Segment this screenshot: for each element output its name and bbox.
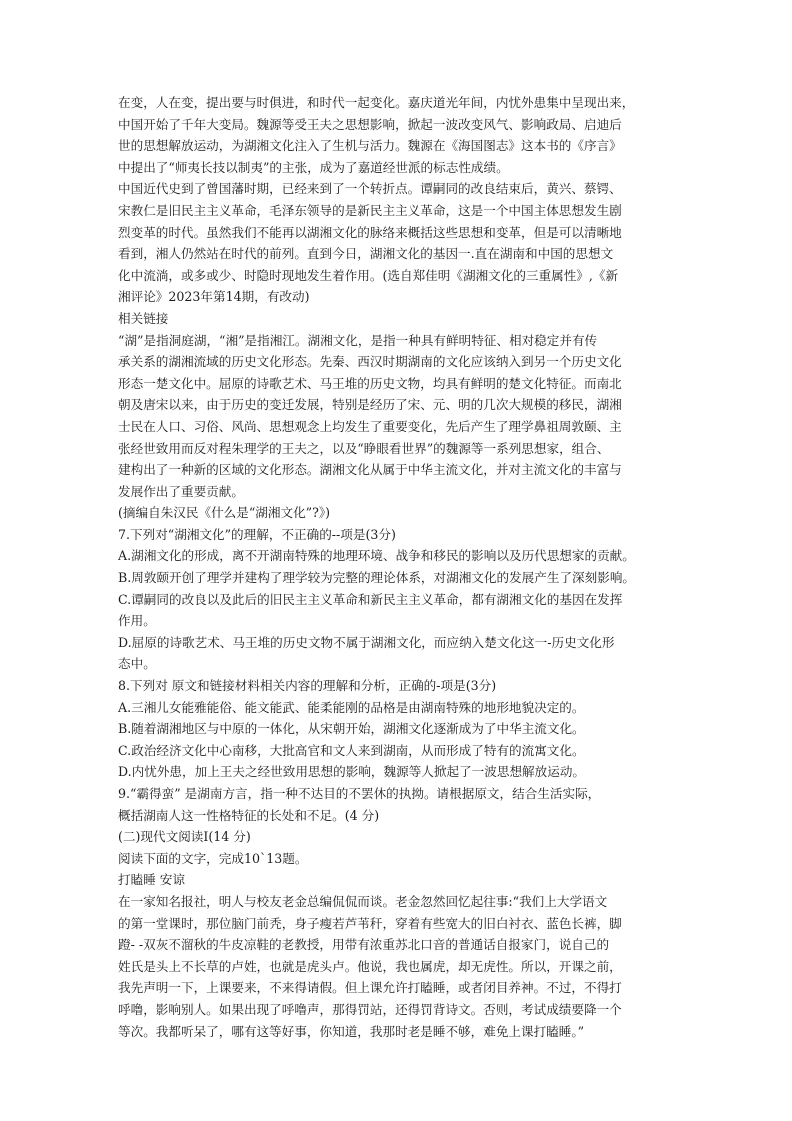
text-line: 姓氏是头上不长草的卢姓，也就是虎头卢。他说，我也属虎，却无虎性。所以，开课之前， [118, 958, 622, 974]
text-line: A.三湘儿女能雅能俗、能文能武、能柔能刚的品格是由湖南特殊的地形地貌决定的。 [118, 699, 585, 715]
text-line: 承关系的湖湘流域的历史文化形态。先秦、西汉时期湖南的文化应该纳入到另一个历史文化 [118, 354, 622, 370]
text-line: D.内忧外患，加上王夫之经世致用思想的影响，魏源等人掀起了一波思想解放运动。 [118, 764, 586, 780]
text-line: 的第一堂课时，那位脑门前秃，身子瘦若芦苇秆，穿着有些宽大的旧白衬衣、蓝色长裤，脚 [118, 915, 622, 931]
text-line: D.屈原的诗歌艺术、马王堆的历史文物不属于湖湘文化，而应纳入楚文化这一-历史文化形 [118, 634, 615, 650]
document-page [118, 92, 678, 1042]
text-line: 中提出了“师夷长技以制夷”的主张，成为了嘉道经世派的标志性成绩。 [118, 159, 509, 175]
text-line: 相关链接 [118, 310, 169, 326]
text-line: 中国近代史到了曾国藩时期，已经来到了一个转折点。谭嗣同的改良结束后，黄兴、蔡锷、 [118, 181, 622, 197]
text-line: 呼噜，影响别人。如果出现了呼噜声，那得罚站，还得罚背诗文。否则，考试成绩要降一个 [118, 1001, 622, 1017]
text-line: 蹬- -双灰不溜秋的牛皮凉鞋的老教授，用带有浓重苏北口音的普通话自报家门，说自己的 [118, 937, 610, 953]
text-line: 态中。 [118, 656, 156, 672]
text-line: B.周敦颐开创了理学并建构了理学较为完整的理论体系，对湖湘文化的发展产生了深刻影响。 [118, 570, 636, 586]
text-line: 8.下列对 原文和链接材料相关内容的理解和分析，正确的-项是(3分) [118, 678, 497, 694]
text-line: (二)现代文阅读Ⅰ(14 分) [118, 829, 251, 845]
text-line: 建构出了一种新的区域的文化形态。湖湘文化从属于中华主流文化，并对主流文化的丰富与 [118, 462, 622, 478]
text-line: C.谭嗣同的改良以及此后的旧民主主义革命和新民主主义革命，都有湖湘文化的基因在发挥 [118, 591, 623, 607]
text-line: 世的思想解放运动，为湖湘文化注入了生机与活力。魏源在《海国图志》这本书的《序言》 [118, 138, 622, 154]
text-line: 士民在人口、习俗、风尚、思想观念上均发生了重要变化，先后产生了理学鼻祖周敦颐、主 [118, 418, 622, 434]
text-line: A.湖湘文化的形成，离不开湖南特殊的地理环境、战争和移民的影响以及历代思想家的贡献。 [118, 548, 635, 564]
text-line: (摘编自朱汉民《什么是“湖湘文化”?》) [118, 505, 331, 521]
text-line: 中国开始了千年大变局。魏源等受王夫之思想影响，掀起一波改变风气、影响政局、启迪后 [118, 116, 622, 132]
text-line: 烈变革的时代。虽然我们不能再以湖湘文化的脉络来概括这些思想和变革，但是可以清晰地 [118, 224, 622, 240]
text-line: 看到，湘人仍然站在时代的前列。直到今日，湖湘文化的基因一.直在湖南和中国的思想文 [118, 246, 614, 262]
text-line: 等次。我都听呆了，哪有这等好事，你知道，我那时老是睡不够，难免上课打瞌睡。” [118, 1023, 585, 1039]
text-line: 宋教仁是旧民主主义革命，毛泽东领导的是新民主主义革命，这是一个中国主体思想发生剧 [118, 202, 622, 218]
text-line: 我先声明一下，上课要来，不来得请假。但上课允许打瞌睡，或者闭目养神。不过，不得打 [118, 980, 622, 996]
text-line: 作用。 [118, 613, 156, 629]
text-line: 湘评论》2023年第14期，有改动) [118, 289, 310, 305]
text-line: C.政治经济文化中心南移，大批高官和文人来到湖南，从而形成了特有的流寓文化。 [118, 742, 585, 758]
text-line: 发展作出了重要贡献。 [118, 483, 244, 499]
text-line: 7.下列对“湖湘文化”的理解，不正确的--项是(3分) [118, 526, 396, 542]
text-line: B.随着湖湘地区与中原的一体化，从宋朝开始，湖湘文化逐渐成为了中华主流文化。 [118, 721, 585, 737]
text-line: 张经世致用而反对程朱理学的王夫之，以及“睁眼看世界”的魏源等一系列思想家，组合、 [118, 440, 610, 456]
text-line: 阅读下面的文字，完成10`13题。 [118, 850, 308, 866]
text-line: 化中流淌，或多或少、时隐时现地发生着作用。(选自郑佳明《湖湘文化的三重属性》,《新 [118, 267, 619, 283]
text-line: 在一家知名报社，明人与校友老金总编侃侃而谈。老金忽然回忆起往事:“我们上大学语文 [118, 893, 608, 909]
text-line: 在变，人在变，提出要与时俱进，和时代一起变化。嘉庆道光年间，内忧外患集中呈现出来， [118, 95, 635, 110]
text-line: 形态一楚文化中。屈原的诗歌艺术、马王堆的历史文物，均具有鲜明的楚文化特征。而南北 [118, 375, 622, 391]
text-line: “湖”是指洞庭湖，“湘”是指湘江。湖湘文化，是指一种具有鲜明特征、相对稳定并有传 [118, 332, 598, 348]
text-line: 概括湖南人这一性格特征的长处和不足。(4 分) [118, 807, 380, 823]
text-line: 朝及唐宋以来，由于历史的变迁发展，特别是经历了宋、元、明的几次大规模的移民，湖湘 [118, 397, 622, 413]
text-line: 9.“霸得蛮” 是湖南方言，指一种不达目的不罢休的执拗。请根据原文，结合生活实际， [118, 786, 601, 801]
text-line: 打瞌睡 安谅 [118, 872, 185, 888]
